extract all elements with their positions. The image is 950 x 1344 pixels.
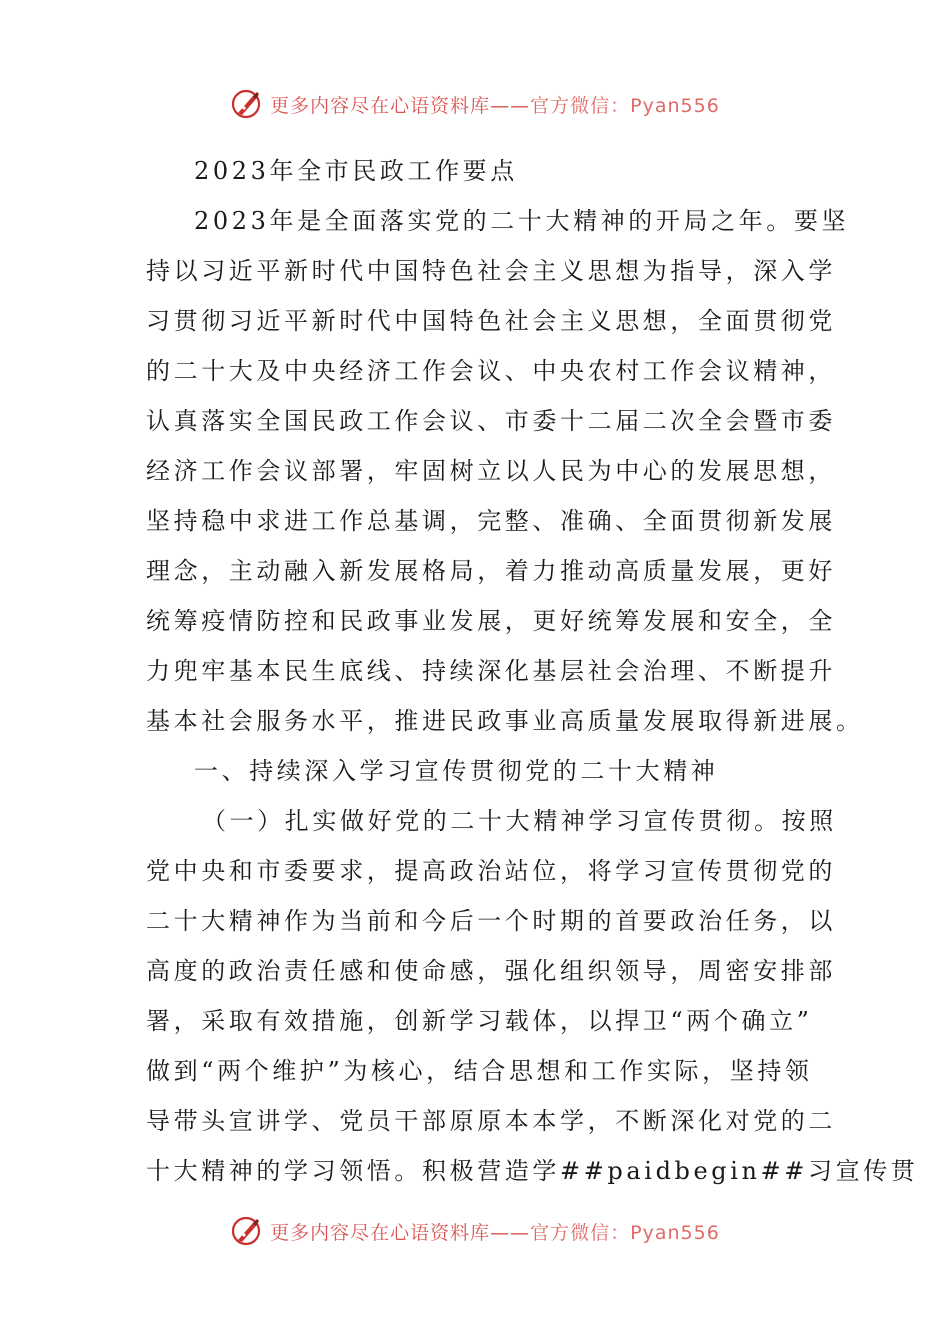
subsection-heading-line: （一）扎实做好党的二十大精神学习宣传贯彻。按照: [202, 807, 837, 835]
section-heading: 一、持续深入学习宣传贯彻党的二十大精神: [194, 757, 719, 785]
watermark-header: [0, 84, 950, 124]
paragraph-line: 持以习近平新时代中国特色社会主义思想为指导，深入学: [146, 257, 836, 285]
paragraph-line: 经济工作会议部署，牢固树立以人民为中心的发展思想，: [146, 457, 836, 485]
paragraph-line: 党中央和市委要求，提高政治站位，将学习宣传贯彻党的: [146, 857, 836, 885]
paragraph-line: 力兜牢基本民生底线、持续深化基层社会治理、不断提升: [146, 657, 836, 685]
watermark-site: 更多内容尽在心语资料库: [270, 1221, 491, 1244]
paragraph-line: 的二十大及中央经济工作会议、中央农村工作会议精神，: [146, 357, 836, 385]
paragraph-line: 导带头宣讲学、党员干部原原本本学，不断深化对党的二: [146, 1107, 836, 1135]
pen-nib-circle-icon: [230, 1214, 264, 1248]
watermark-contact: 官方微信：Pyan556: [530, 1221, 720, 1244]
watermark-contact: 官方微信：Pyan556: [530, 94, 720, 117]
paragraph-line: 高度的政治责任感和使命感，强化组织领导，周密安排部: [146, 957, 836, 985]
paragraph-line: 二十大精神作为当前和今后一个时期的首要政治任务，以: [146, 907, 836, 935]
paragraph-line: 十大精神的学习领悟。积极营造学##paidbegin##习宣传贯: [146, 1157, 919, 1185]
paragraph-line: 理念，主动融入新发展格局，着力推动高质量发展，更好: [146, 557, 836, 585]
document-body: [146, 146, 919, 1196]
paragraph-line: 坚持稳中求进工作总基调，完整、准确、全面贯彻新发展: [146, 507, 836, 535]
watermark-footer: [0, 1211, 950, 1251]
paragraph-line: 署，采取有效措施，创新学习载体，以捍卫“两个确立”: [146, 1007, 813, 1035]
paragraph-line: 统筹疫情防控和民政事业发展，更好统筹发展和安全，全: [146, 607, 836, 635]
paragraph-line: 认真落实全国民政工作会议、市委十二届二次全会暨市委: [146, 407, 836, 435]
pen-nib-circle-icon: [230, 87, 264, 121]
paragraph-line: 基本社会服务水平，推进民政事业高质量发展取得新进展。: [146, 707, 864, 735]
watermark-dash: ——: [490, 94, 531, 117]
paragraph-line: 2023年是全面落实党的二十大精神的开局之年。要坚: [194, 207, 850, 235]
watermark-text: [270, 91, 720, 118]
watermark-text: [270, 1218, 720, 1245]
paragraph-line: 习贯彻习近平新时代中国特色社会主义思想，全面贯彻党: [146, 307, 836, 335]
document-title: 2023年全市民政工作要点: [194, 157, 518, 185]
watermark-site: 更多内容尽在心语资料库: [270, 94, 491, 117]
paragraph-line: 做到“两个维护”为核心，结合思想和工作实际，坚持领: [146, 1057, 813, 1085]
watermark-dash: ——: [490, 1221, 531, 1244]
